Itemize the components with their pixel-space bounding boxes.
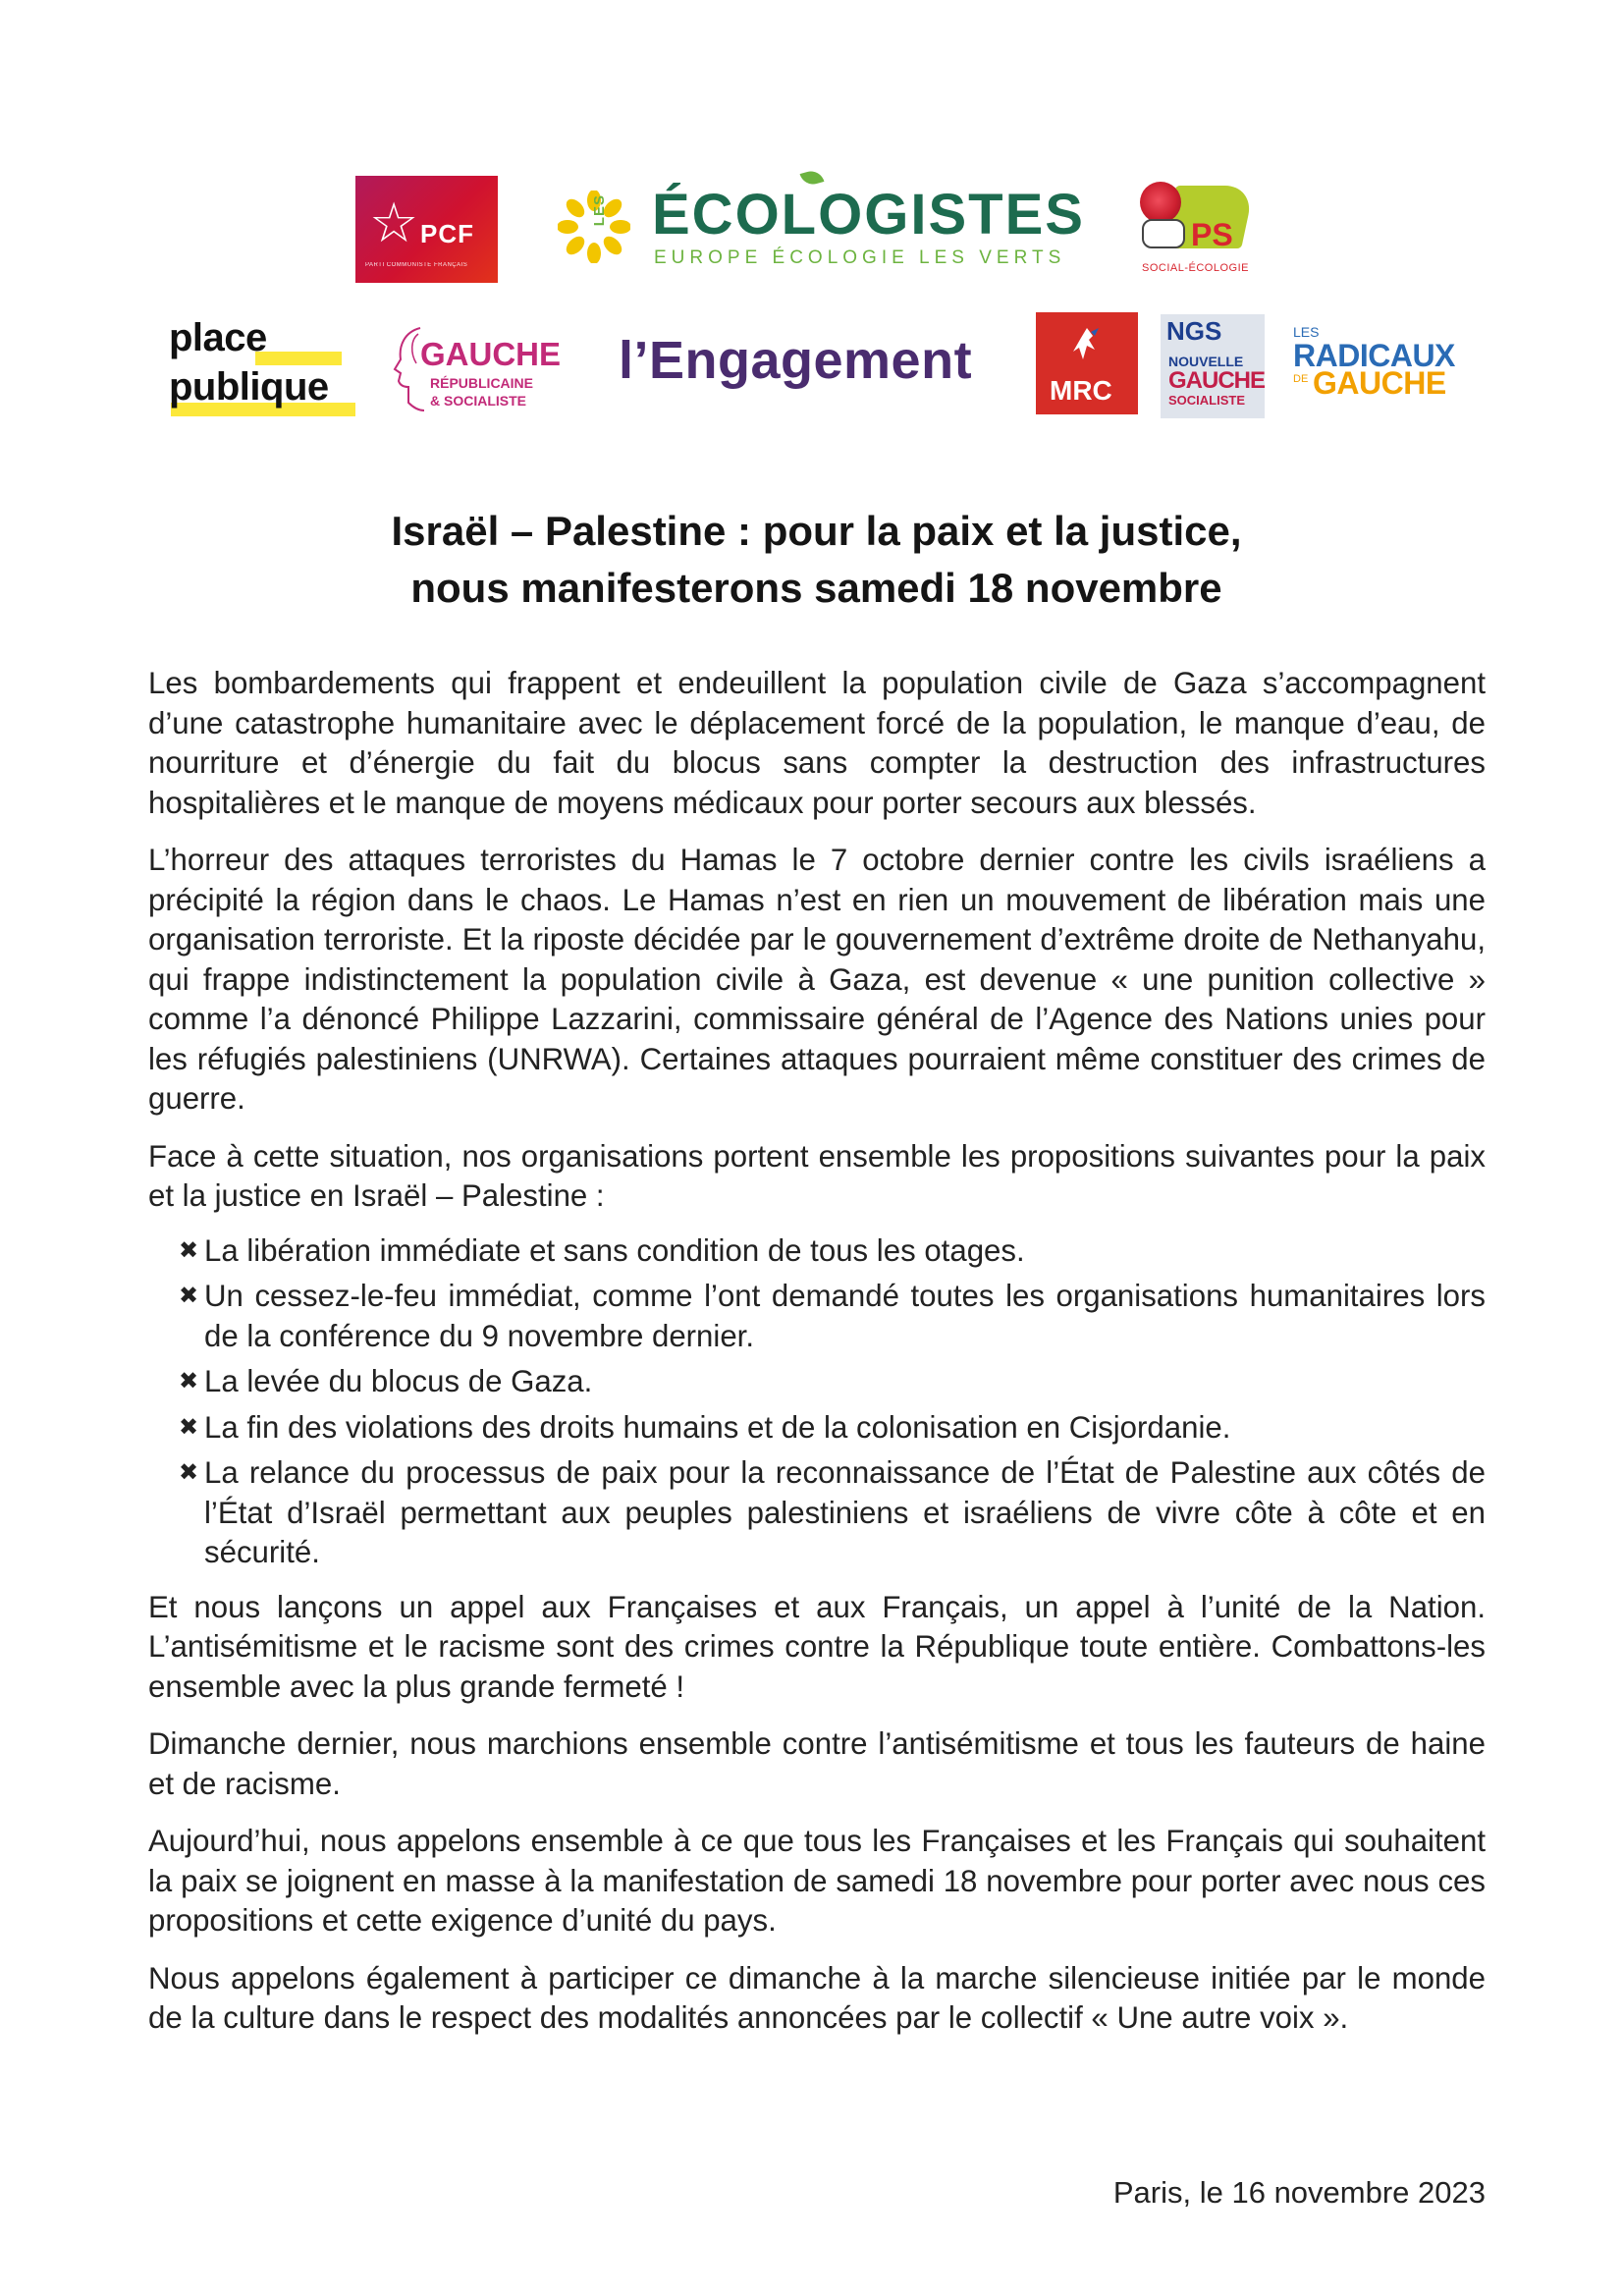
- radicaux-line2: GAUCHE: [1313, 365, 1446, 401]
- list-item-text: La libération immédiate et sans condition de tous les otages.: [204, 1232, 1025, 1268]
- fist-icon: [1142, 219, 1185, 248]
- star-icon: ☆: [369, 191, 419, 253]
- paragraph: Dimanche dernier, nous marchions ensemble contre l’antisémitisme et tous les fauteurs de haine et de racisme.: [148, 1726, 1486, 1801]
- list-item: [179, 1408, 1486, 1449]
- paragraph: Les bombardements qui frappent et endeuillent la population civile de Gaza s’accompagnent d’une catastrophe humanitaire avec le déplacement forcé de la population, le manque d’eau, de nourriture et d’énergie du fait du blocus sans compter la destruction des infrastructures hospitalières et le manque de moyens médicaux pour porter secours aux blessés.: [148, 666, 1486, 820]
- list-item-text: La fin des violations des droits humains et de la colonisation en Cisjordanie.: [204, 1409, 1231, 1445]
- grs-logo: [391, 324, 599, 414]
- pcf-name: PARTI COMMUNISTE FRANÇAIS: [365, 262, 468, 268]
- title-line-2: nous manifesterons samedi 18 novembre: [410, 565, 1222, 611]
- document-body: [148, 664, 1486, 2056]
- list-item: [179, 1362, 1486, 1402]
- cross-bullet-icon: ✖: [179, 1236, 199, 1264]
- list-item: [179, 1231, 1486, 1272]
- mrc-logo: [1036, 312, 1138, 414]
- cross-bullet-icon: ✖: [179, 1459, 199, 1486]
- mrc-abbr: MRC: [1050, 375, 1112, 406]
- grs-line2: RÉPUBLICAINE: [430, 375, 534, 391]
- ngs-line3: SOCIALISTE: [1168, 393, 1246, 408]
- place-publique-line1: place: [169, 316, 267, 359]
- cross-bullet-icon: ✖: [179, 1413, 199, 1441]
- cross-bullet-icon: ✖: [179, 1283, 199, 1309]
- radicaux-les: LES: [1293, 324, 1320, 340]
- paragraph: Nous appelons également à participer ce dimanche à la marche silencieuse initiée par le monde de la culture dans le respect des modalités annoncées par le collectif « Une autre voix ».: [148, 1960, 1486, 2035]
- paragraph: L’horreur des attaques terroristes du Hamas le 7 octobre dernier contre les civils israéliens a précipité la région dans le chaos. Le Hamas n’est en rien un mouvement de libération mais une organisation terroriste. Et la riposte décidée par le gouvernement d’extrême droite de Nethanyahu, qui frappe indistinctement la population civile à Gaza, est devenue « une punition collective » comme l’a dénoncé Philippe Lazzarini, commissaire général de l’Agence des Nations unies pour les réfugiés palestiniens (UNRWA). Certaines attaques pourraient même constituer des crimes de guerre.: [148, 843, 1486, 1116]
- proposals-list: [148, 1231, 1486, 1573]
- ecologistes-les: LES: [591, 194, 608, 227]
- paragraph: Et nous lançons un appel aux Françaises et aux Français, un appel à l’unité de la Nation. L’antisémitisme et le racisme sont des crimes contre la République toute entière. Combattons-les ensemble avec la plus grande fermeté !: [148, 1589, 1486, 1704]
- signoff-date: Paris, le 16 novembre 2023: [1112, 2175, 1486, 2210]
- ngs-abbr: NGS: [1166, 316, 1222, 346]
- paragraph: Aujourd’hui, nous appelons ensemble à ce que tous les Françaises et les Français qui souhaitent la paix se joignent en masse à la manifestation de samedi 18 novembre pour porter avec nous ces propositions et cette exigence d’unité du pays.: [148, 1824, 1486, 1938]
- list-item-text: La relance du processus de paix pour la reconnaissance de l’État de Palestine aux côtés de l’État d’Israël permettant aux peuples palestiniens et israéliens de vivre côte à côte et en sécurité.: [204, 1455, 1486, 1569]
- ngs-logo: [1161, 314, 1265, 418]
- place-publique-line2: publique: [169, 365, 329, 409]
- grs-line3: & SOCIALISTE: [430, 393, 527, 409]
- radicaux-logo: [1291, 322, 1458, 410]
- highlight-bar: [255, 352, 342, 365]
- ecologistes-tagline: EUROPE ÉCOLOGIE LES VERTS: [654, 247, 1066, 268]
- title-line-1: Israël – Palestine : pour la paix et la justice,: [391, 508, 1242, 554]
- rose-icon: [1140, 182, 1181, 223]
- radicaux-line1: RADICAUX: [1293, 338, 1455, 373]
- radicaux-de: DE: [1293, 373, 1309, 385]
- ecologistes-name: ÉCOLOGISTES: [652, 183, 1085, 246]
- ps-tagline: SOCIAL-ÉCOLOGIE: [1142, 262, 1249, 274]
- list-item-text: La levée du blocus de Gaza.: [204, 1364, 593, 1398]
- paragraph: Face à cette situation, nos organisations portent ensemble les propositions suivantes pour la paix et la justice en Israël – Palestine :: [148, 1138, 1486, 1213]
- engagement-logo: l’Engagement: [619, 331, 973, 390]
- document-title: [147, 503, 1486, 617]
- list-item-text: Un cessez-le-feu immédiat, comme l’ont demandé toutes les organisations humanitaires lors de la conférence du 9 novembre dernier.: [204, 1279, 1486, 1353]
- pcf-logo: [355, 176, 498, 283]
- list-item: [179, 1277, 1486, 1356]
- ps-logo: [1134, 182, 1262, 280]
- pcf-abbr: PCF: [420, 219, 474, 248]
- marianne-figure-icon: [1069, 326, 1105, 365]
- ngs-line1: NOUVELLE: [1168, 354, 1244, 369]
- ps-abbr: PS: [1191, 217, 1233, 252]
- place-publique-logo: [167, 314, 363, 422]
- list-item: [179, 1453, 1486, 1573]
- ngs-line2: GAUCHE: [1168, 367, 1266, 394]
- cross-bullet-icon: ✖: [179, 1368, 199, 1394]
- ecologistes-logo: [558, 185, 1088, 275]
- grs-line1: GAUCHE: [420, 336, 562, 372]
